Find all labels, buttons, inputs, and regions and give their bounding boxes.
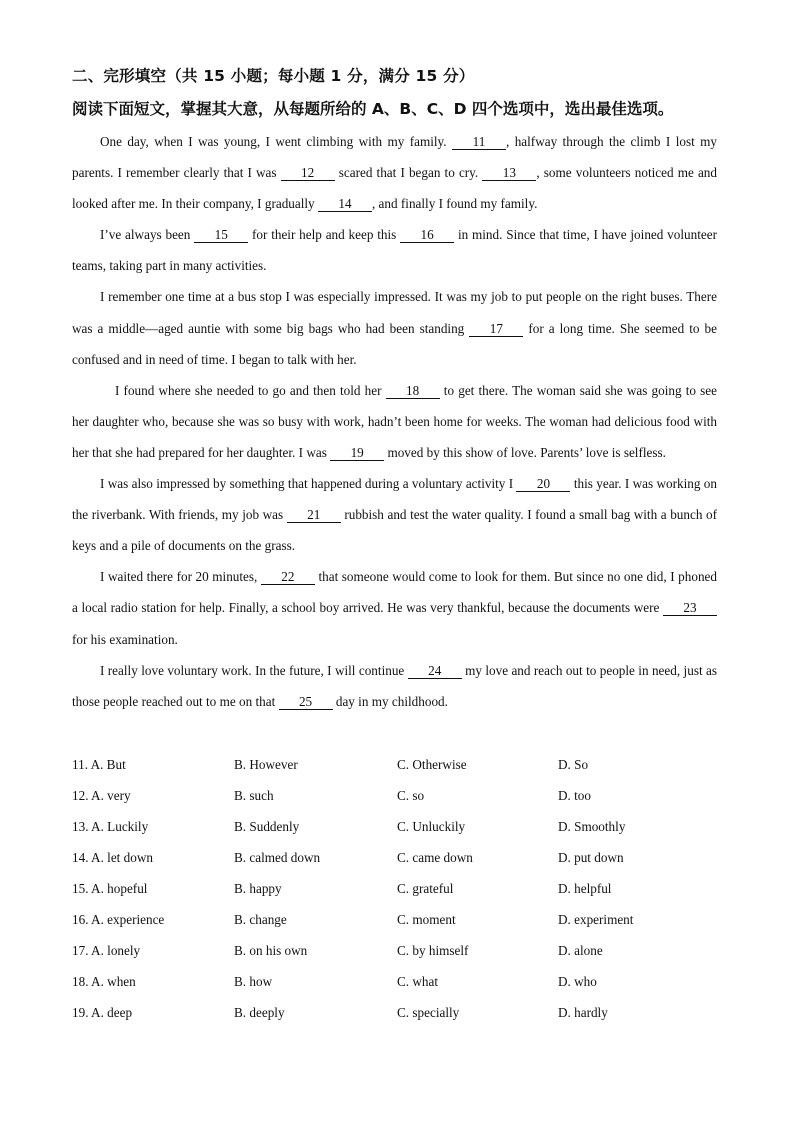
- option-b: B. how: [234, 974, 273, 990]
- blank-12: 12: [281, 165, 335, 181]
- paragraph-7: [72, 655, 717, 717]
- option-c: C. Unluckily: [397, 818, 466, 834]
- passage-text: , halfway through the climb I lost my parents. I remember clearly that I was: [72, 134, 717, 181]
- option-c: C. what: [397, 974, 439, 990]
- paragraph-6: [72, 561, 717, 654]
- passage-text: to get there. The woman said she was going to see her daughter who, because she was so busy with work, hadn’t been home for weeks. The woman had delicious food with her that she had prepared for her daughter. I was: [72, 382, 718, 460]
- option-a: 16. A. experience: [72, 912, 165, 928]
- option-a: 17. A. lonely: [72, 943, 141, 959]
- blank-23: 23: [663, 600, 717, 616]
- option-d: D. who: [558, 974, 597, 990]
- option-a: 14. A. let down: [72, 849, 153, 865]
- question-17: [72, 936, 717, 967]
- option-d: D. helpful: [558, 880, 612, 896]
- passage-text: I really love voluntary work. In the future, I will continue: [100, 662, 408, 678]
- cloze-passage: [72, 126, 717, 717]
- blank-14: 14: [318, 196, 372, 212]
- passage-text: moved by this show of love. Parents’ love is selfless.: [384, 444, 666, 460]
- option-b: B. change: [234, 912, 287, 928]
- option-d: D. experiment: [558, 912, 634, 928]
- passage-text: that someone would come to look for them. But since no one did, I phoned a local radio station for help. Finally, a school boy arrived. He was very thankful, because the documents were: [72, 569, 717, 616]
- blank-21: 21: [287, 507, 341, 523]
- passage-text: rubbish and test the water quality. I found a small bag with a bunch of keys and a pile of documents on the grass.: [72, 507, 717, 554]
- passage-text: for a long time. She seemed to be confused and in need of time. I began to talk with her.: [72, 320, 717, 367]
- passage-text: I was also impressed by something that happened during a voluntary activity I: [100, 476, 517, 492]
- section-title: 二、完形填空（共 15 小题；每小题 1 分，满分 15 分）: [72, 67, 475, 85]
- instructions: 阅读下面短文，掌握其大意，从每题所给的 A、B、C、D 四个选项中，选出最佳选项。: [72, 100, 674, 118]
- blank-20: 20: [516, 476, 570, 492]
- option-b: B. However: [234, 756, 298, 772]
- option-a: 19. A. deep: [72, 1005, 133, 1021]
- option-c: C. specially: [397, 1005, 460, 1021]
- paragraph-2: [72, 219, 717, 281]
- option-c: C. moment: [397, 912, 456, 928]
- passage-text: scared that I began to cry.: [334, 165, 483, 181]
- paragraph-3: [72, 281, 717, 374]
- passage-text: I remember one time at a bus stop I was especially impressed. It was my job to put people on the right buses. There was a middle—aged auntie with some big bags who had been standing: [72, 289, 717, 336]
- blank-17: 17: [469, 321, 523, 337]
- option-d: D. So: [558, 756, 589, 772]
- passage-text: I waited there for 20 minutes,: [100, 569, 261, 585]
- option-a: 12. A. very: [72, 787, 131, 803]
- option-c: C. came down: [397, 849, 473, 865]
- passage-text: , and finally I found my family.: [371, 196, 538, 212]
- passage-text: One day, when I was young, I went climbing with my family.: [100, 134, 452, 149]
- blank-16: 16: [400, 227, 454, 243]
- question-19: [72, 998, 717, 1029]
- option-d: D. Smoothly: [558, 818, 626, 834]
- option-a: 18. A. when: [72, 974, 136, 990]
- blank-15: 15: [194, 227, 248, 243]
- passage-text: I’ve always been: [100, 227, 195, 243]
- paragraph-1: [72, 126, 717, 219]
- option-b: B. such: [234, 787, 274, 803]
- option-a: 11. A. But: [72, 756, 126, 772]
- option-b: B. on his own: [234, 943, 308, 959]
- question-11: [72, 749, 717, 780]
- answer-options: [72, 749, 717, 1029]
- passage-text: for his examination.: [72, 631, 178, 647]
- blank-13: 13: [482, 165, 536, 181]
- option-d: D. alone: [558, 943, 603, 959]
- option-d: D. too: [558, 787, 591, 803]
- question-13: [72, 811, 717, 842]
- passage-text: for their help and keep this: [248, 227, 401, 243]
- question-15: [72, 873, 717, 904]
- option-a: 15. A. hopeful: [72, 880, 148, 896]
- option-d: D. put down: [558, 849, 624, 865]
- passage-text: my love and reach out to people in need, just as those people reached out to me on that: [72, 662, 717, 709]
- option-b: B. calmed down: [234, 849, 321, 865]
- blank-25: 25: [279, 694, 333, 710]
- question-18: [72, 967, 717, 998]
- paragraph-5: [72, 468, 717, 561]
- passage-text: I found where she needed to go and then told her: [115, 382, 386, 398]
- question-12: [72, 780, 717, 811]
- blank-22: 22: [261, 569, 315, 585]
- option-c: C. Otherwise: [397, 756, 467, 772]
- option-b: B. deeply: [234, 1005, 285, 1021]
- passage-text: this year. I was working on the riverbank. With friends, my job was: [72, 476, 717, 523]
- passage-text: in mind. Since that time, I have joined volunteer teams, taking part in many activities.: [72, 227, 717, 274]
- blank-19: 19: [330, 445, 384, 461]
- blank-11: 11: [452, 134, 506, 150]
- option-b: B. Suddenly: [234, 818, 300, 834]
- passage-text: , some volunteers noticed me and looked after me. In their company, I gradually: [72, 165, 717, 212]
- paragraph-4: [72, 375, 717, 468]
- option-b: B. happy: [234, 880, 282, 896]
- question-14: [72, 842, 717, 873]
- option-c: C. by himself: [397, 943, 469, 959]
- blank-18: 18: [386, 383, 440, 399]
- option-d: D. hardly: [558, 1005, 608, 1021]
- option-c: C. so: [397, 787, 425, 803]
- passage-text: day in my childhood.: [332, 693, 448, 709]
- option-a: 13. A. Luckily: [72, 818, 149, 834]
- option-c: C. grateful: [397, 880, 454, 896]
- blank-24: 24: [408, 663, 462, 679]
- question-16: [72, 904, 717, 935]
